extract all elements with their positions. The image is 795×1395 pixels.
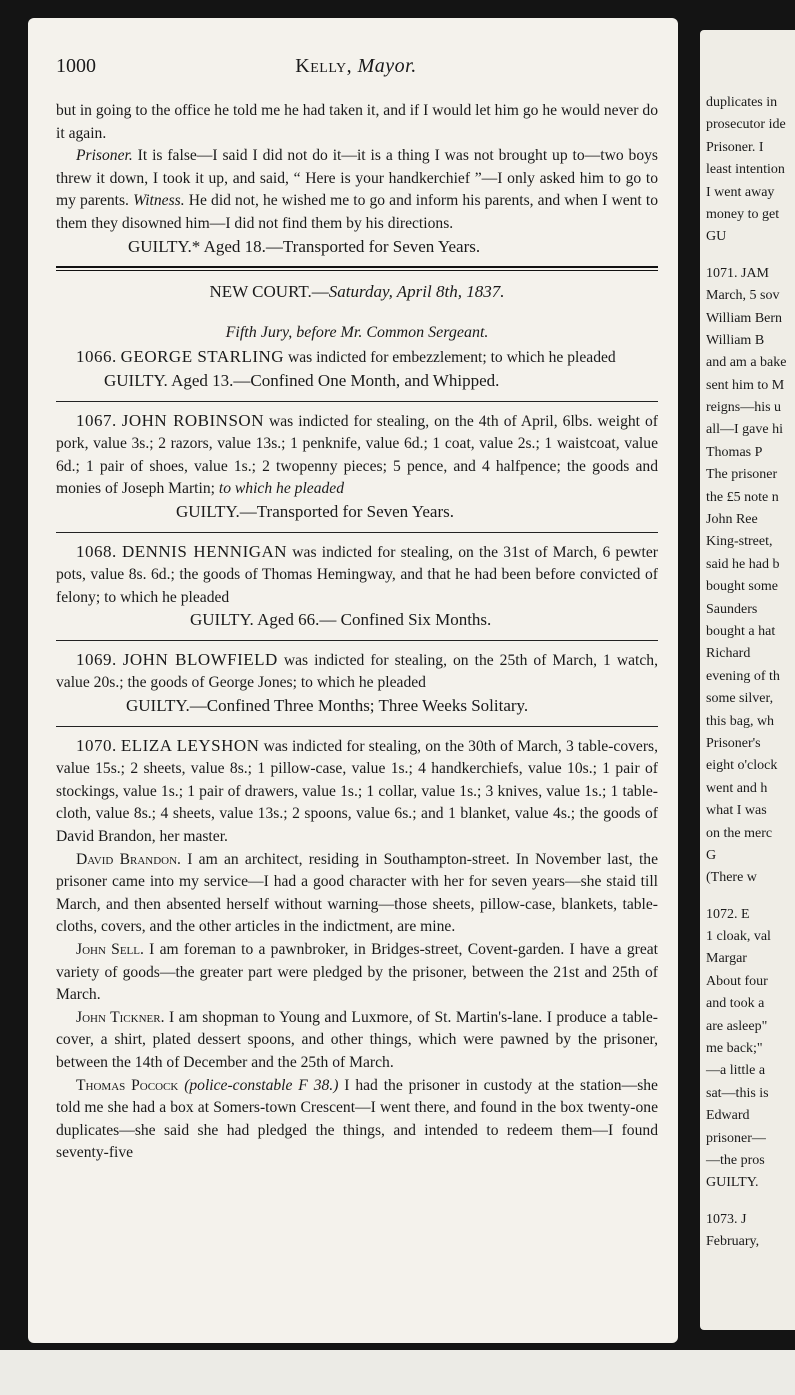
- right-page-line: I went away: [706, 184, 775, 200]
- right-page-line: and am a bake: [706, 355, 787, 371]
- case-divider: [56, 726, 658, 727]
- right-page-line: —the pros: [706, 1152, 765, 1168]
- verdict-1065: GUILTY.* Aged 18.—Transported for Seven Years.: [128, 236, 481, 256]
- case-1066: [56, 346, 658, 370]
- right-page-line: the £5 note n: [706, 489, 779, 505]
- right-page-line: —a little a: [706, 1063, 766, 1079]
- witness-name: David Brandon.: [76, 850, 181, 868]
- right-page-line: 1073. J: [706, 1211, 747, 1227]
- verdict-1066: GUILTY. Aged 13.—Confined One Month, and Whipped.: [104, 370, 500, 390]
- case-1067: [56, 410, 658, 501]
- testimony-sell: [56, 939, 658, 1007]
- right-page-line: reigns—his u: [706, 400, 782, 416]
- right-page-line: John Ree: [706, 512, 758, 528]
- right-page-line: bought some: [706, 579, 778, 595]
- witness-label: Witness.: [133, 192, 185, 210]
- defendant-name: GEORGE STARLING: [120, 347, 285, 367]
- page-body: [56, 100, 658, 1165]
- right-page-line: duplicates in: [706, 95, 778, 110]
- running-title-name: Kelly,: [295, 55, 353, 77]
- right-page-line: this bag, wh: [706, 713, 775, 729]
- running-title-role: Mayor.: [357, 55, 417, 77]
- witness-name: John Sell.: [76, 941, 144, 958]
- right-page-line: said he had b: [706, 556, 780, 572]
- right-page-line: February,: [706, 1234, 760, 1250]
- running-title: [56, 55, 656, 78]
- right-page-line: and took a: [706, 996, 765, 1012]
- right-page-line: 1 cloak, val: [706, 929, 771, 945]
- prisoner-label: Prisoner.: [76, 147, 133, 165]
- verdict-1067: GUILTY.—Transported for Seven Years.: [176, 501, 454, 521]
- witness-name: Thomas Pocock: [76, 1076, 179, 1094]
- verdict-1068: GUILTY. Aged 66.— Confined Six Months.: [190, 610, 492, 630]
- case-divider: [56, 532, 658, 533]
- case-1069: [56, 649, 658, 695]
- right-page-line: sent him to M: [706, 377, 785, 393]
- right-page-line: William Bern: [706, 310, 783, 326]
- court-heading: [56, 281, 658, 304]
- right-page-line: [706, 249, 786, 263]
- right-page-line: [706, 890, 786, 904]
- right-page-line: evening of th: [706, 668, 780, 684]
- right-page-line: (There w: [706, 870, 757, 886]
- right-page: [700, 30, 795, 1330]
- right-page-text: [706, 92, 786, 1254]
- right-page-line: Richard: [706, 646, 751, 662]
- right-page-line: [706, 1195, 786, 1209]
- right-page-line: The prisoner: [706, 467, 778, 483]
- case-text: was indicted for stealing, on the 4th of April, 6lbs. weight of pork, value 3s.; 2 razors, value 13s.; 1 penknife, value 6d.; 1 coat, value 2s.; 1 waistcoat, value 6d.; 1 pair of shoes, value 1s.; 2 twopenny pieces; 5 pence, and 4 halfpence; the goods and monies of Joseph Martin;: [56, 412, 658, 498]
- right-page-line: William B: [706, 332, 765, 348]
- verdict-1069: GUILTY.—Confined Three Months; Three Weeks Solitary.: [126, 696, 529, 716]
- testimony-text: I am shopman to Young and Luxmore, of St. Martin's-lane. I produce a table-cover, a shirt, plated dessert spoons, and other things, which were pawned by the prisoner, between the 14th of December and the 25th of March.: [56, 1008, 658, 1071]
- defendant-name: DENNIS HENNIGAN: [121, 541, 288, 561]
- right-page-line: bought a hat: [706, 623, 776, 639]
- defendant-name: JOHN BLOWFIELD: [122, 649, 278, 669]
- bottom-strip: [0, 1350, 795, 1395]
- right-page-line: some silver,: [706, 691, 774, 707]
- right-page-line: Prisoner. I: [706, 139, 764, 155]
- right-page-line: prosecutor ide: [706, 117, 786, 133]
- right-page-line: Prisoner's: [706, 735, 761, 751]
- right-page-line: least intention: [706, 162, 785, 178]
- case-divider: [56, 640, 658, 641]
- right-page-line: 1072. E: [706, 906, 750, 922]
- right-page-line: eight o'clock: [706, 758, 778, 774]
- case-number: 1068.: [76, 541, 117, 561]
- testimony-pocock: [56, 1075, 658, 1165]
- right-page-line: Edward: [706, 1108, 750, 1124]
- right-page-line: me back;": [706, 1041, 763, 1057]
- right-page-line: went and h: [706, 780, 768, 796]
- case-text: was indicted for stealing, on the 30th of March, 3 table-covers, value 15s.; 2 sheets, value 8s.; 1 pillow-case, value 1s.; 4 handkerchiefs, value 10s.; 1 pair of stockings, value 1s.; 1 pair of drawers, value 1s.; 1 collar, value 1s.; 3 knives, value 1s.; 1 table-cloth, value 8s.; 4 sheets, value 13s.; 2 spoons, value 6s.; and 1 blanket, value 4s.; the goods of David Brandon, her master.: [56, 737, 658, 846]
- jury-heading: Fifth Jury, before Mr. Common Sergeant.: [225, 323, 489, 341]
- defendant-name: ELIZA LEYSHON: [120, 735, 260, 755]
- right-page-line: prisoner—: [706, 1130, 766, 1146]
- page-number: 1000: [56, 55, 96, 77]
- right-page-line: G: [706, 847, 717, 863]
- right-page-line: King-street,: [706, 534, 773, 550]
- case-number: 1066.: [76, 347, 117, 367]
- witness-text: He did not, he wished me to go and inform his parents, and when I went to them they disowned him—I did not find them by his directions.: [56, 192, 658, 232]
- right-page-line: About four: [706, 973, 768, 989]
- testimony-text: I am an architect, residing in Southampton-street. In November last, the prisoner came into my service—I had a good character with her for seven years—she staid till March, and then absented herself without warning—those sheets, pillow-case, blankets, table-cloths, covers, and the other articles in the indictment, are mine.: [56, 850, 659, 936]
- section-divider: [56, 266, 658, 271]
- prisoner-text: It is false—I said I did not do it—it is a thing I was not brought up to—two boys threw it down, I took it up, and said, “ Here is your handkerchief ”—I only asked him to go to my parents.: [56, 147, 658, 210]
- testimony-text: I had the prisoner in custody at the station—she told me she had a box at Somers-town Crescent—I went there, and found in the box twenty-one duplicates—she said she had pledged the things, and intended to redeem them—I found seventy-five: [56, 1076, 658, 1162]
- case-number: 1070.: [76, 735, 117, 755]
- case-text-italic: to which he pleaded: [218, 480, 345, 498]
- court-title: NEW COURT.—: [209, 282, 329, 302]
- right-page-line: GUILTY.: [706, 1175, 759, 1191]
- right-page-line: all—I gave hi: [706, 422, 783, 438]
- case-divider: [56, 401, 658, 402]
- case-text: was indicted for stealing, on the 25th of March, 1 watch, value 20s.; the goods of George Jones; to which he pleaded: [56, 651, 659, 692]
- right-page-line: March, 5 sov: [706, 288, 780, 304]
- right-page-line: what I was: [706, 803, 767, 819]
- right-page-line: Thomas P: [706, 444, 763, 460]
- prisoner-statement: [56, 145, 658, 235]
- case-number: 1067.: [76, 410, 117, 430]
- right-page-line: sat—this is: [706, 1085, 769, 1101]
- right-page-line: are asleep": [706, 1018, 768, 1034]
- testimony-text: I am foreman to a pawnbroker, in Bridges-street, Covent-garden. I have a great variety of goods—the greater part were pledged by the prisoner, between the 21st and 25th of March.: [56, 941, 658, 1004]
- right-page-line: GU: [706, 229, 727, 245]
- right-page-line: Saunders: [706, 601, 758, 617]
- case-text: was indicted for stealing, on the 31st of March, 6 pewter pots, value 8s. 6d.; the goods of Thomas Hemingway, and that he had been before convicted of felony; to which he pleaded: [56, 543, 658, 606]
- court-date: Saturday, April 8th, 1837.: [328, 282, 505, 302]
- case-text: was indicted for embezzlement; to which he pleaded: [287, 349, 616, 367]
- defendant-name: JOHN ROBINSON: [121, 410, 264, 430]
- witness-note: (police-constable F 38.): [184, 1076, 339, 1094]
- testimony-tickner: [56, 1007, 658, 1075]
- right-page-line: money to get: [706, 206, 780, 222]
- case-number: 1069.: [76, 649, 117, 669]
- witness-name: John Tickner.: [76, 1008, 165, 1026]
- continuation-text: but in going to the office he told me he had taken it, and if I would let him go he would never do it again.: [56, 102, 658, 142]
- case-1068: [56, 541, 658, 610]
- right-page-line: on the merc: [706, 825, 773, 841]
- testimony-brandon: [56, 849, 658, 939]
- case-1070: [56, 735, 658, 849]
- right-page-line: Margar: [706, 951, 747, 967]
- right-page-line: 1071. JAM: [706, 265, 770, 281]
